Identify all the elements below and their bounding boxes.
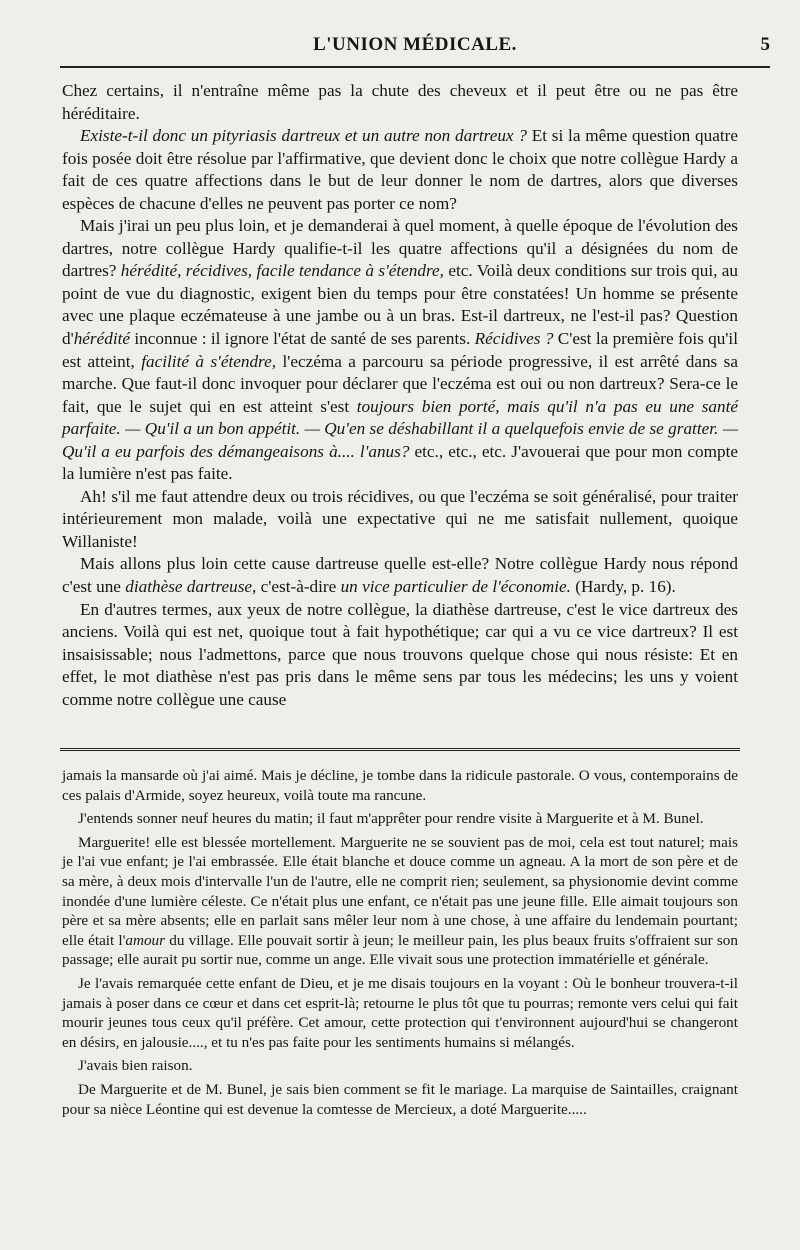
italic-phrase: un vice particulier de l'économie.: [340, 577, 571, 597]
italic-phrase: Récidives ?: [474, 329, 554, 349]
paragraph: J'avais bien raison.: [78, 1057, 193, 1075]
paragraph-text: inconnue : il ignore l'état de santé de ses parents.: [130, 329, 475, 349]
paragraph: De Marguerite et de M. Bunel, je sais bien comment se fit le mariage. La marquise de Saintailles, craignant pour sa nièce Léontine qui est devenue la comtesse de Mercieux, a doté Marguerite.....: [62, 1080, 738, 1118]
paragraph-text: du village. Elle pouvait sortir à jeun; le meilleur pain, les plus beaux fruits s'offraient sur son passage; elle aurait pu sortir nue, comme un ange. Elle vivait sous une protection immatérielle et générale.: [62, 931, 738, 969]
paragraph: En d'autres termes, aux yeux de notre collègue, la diathèse dartreuse, c'est le vice dartreux des anciens. Voilà qui est net, quoique tout à fait hypothétique; car qui a vu ce vice dartreux? Il est insaisissable; nous l'admettons, parce que nous trouvons quelque chose qui nous résiste: Et en effet, le mot diathèse n'est pas pris dans le même sens par tous les médecins; les uns y voient comme notre collègue une cause: [62, 599, 738, 709]
italic-phrase: facilité à s'étendre,: [141, 351, 277, 371]
paragraph-text: etc., etc., etc. J'avouerai que pour mon compte la lumière n'est pas faite.: [62, 441, 738, 484]
feuilleton-body: [62, 766, 738, 1123]
paragraph-text: l'eczéma a parcouru sa période progressive, il est arrêté dans sa marche. Que faut-il donc invoquer pour déclarer que l'eczéma est oui ou non dartreux? Sera-ce le fait, que le sujet qui en est atteint s'est: [62, 351, 738, 416]
paragraph-text: Mais allons plus loin cette cause dartreuse quelle est-elle? Notre collègue Hardy nous répond c'est une: [62, 554, 738, 597]
italic-phrase: hérédité: [73, 329, 131, 349]
paragraph: [62, 833, 738, 970]
paragraph-text: etc. Voilà deux conditions sur trois qui, au point de vue du diagnostic, exigent bien du temps pour être constatées! Un homme se présente avec une plaque eczémateuse à une jambe ou à un bras. Est-il dartreux, ne l'est-il pas? Question d': [62, 261, 738, 349]
paragraph: Je l'avais remarquée cette enfant de Dieu, et je me disais toujours en la voyant : Où le bonheur trouvera-t-il jamais à poser dans ce cœur et dans cet esprit-là; retourne le plus tôt que tu pourras; remonte vers celui qui fait mourir jeunes tous ceux qu'il préfère. Cet amour, cette protection qui t'environnent aujourd'hui se changeront en désirs, en jalousie...., et tu n'es pas faite pour les sentiments humains si mélangés.: [62, 974, 738, 1051]
paragraph: J'entends sonner neuf heures du matin; il faut m'apprêter pour rendre visite à Marguerite et à M. Bunel.: [78, 810, 704, 828]
italic-phrase: diathèse dartreuse,: [125, 577, 257, 597]
paragraph: Chez certains, il n'entraîne même pas la chute des cheveux et il peut être ou ne pas être héréditaire.: [62, 81, 738, 123]
paragraph: [62, 553, 738, 598]
paragraph: Ah! s'il me faut attendre deux ou trois récidives, ou que l'eczéma se soit généralisé, pour traiter intérieurement mon malade, voilà une expectative qui ne me satisfait nullement, quoique Willaniste!: [62, 486, 738, 551]
page-number: 5: [760, 34, 770, 55]
running-head: [60, 32, 770, 62]
running-title: L'UNION MÉDICALE.: [313, 34, 517, 55]
article-body: [62, 80, 738, 711]
paragraph-text: Mais j'irai un peu plus loin, et je demanderai à quel moment, à quelle époque de l'évolution des dartres, notre collègue Hardy qualifie-t-il les quatre affections qu'il a désignées du nom de dartres?: [62, 216, 738, 281]
paragraph-text: c'est-à-dire: [256, 577, 341, 597]
paragraph: jamais la mansarde où j'ai aimé. Mais je décline, je tombe dans la ridicule pastorale. O vous, contemporains de ces palais d'Armide, soyez heureux, voilà toute ma rancune.: [62, 767, 738, 804]
paragraph-text: Et si la même question quatre fois posée doit être résolue par l'affirmative, que devient donc le choix que notre collègue Hardy a fait de ces quatre affections dans le but de leur donner le nom de dartres, alors que diverses espèces de chacune d'elles ne peuvent pas porter ce nom?: [62, 126, 739, 213]
paragraph-text: Marguerite! elle est blessée mortellement. Marguerite ne se souvient pas de moi, cela est tout naturel; mais je l'ai vue enfant; je l'ai embrassée. Elle était blanche et douce comme un agneau. A la mort de son père et de sa mère, à deux mois d'intervalle l'un de l'autre, elle ne comprit rien; seulement, sa physionomie devint comme inondée d'une lumière céleste. Ce n'était plus une enfant, ce n'était pas une jeune fille. Elle aimait toujours son père et sa mère absents; elle en parlait sans mêler leur nom à une chose, à une affaire du lendemain pourtant; elle était l': [62, 833, 738, 949]
italic-phrase: toujours bien porté, mais qu'il n'a pas eu une santé parfaite. — Qu'il a un bon appétit. — Qu'en se déshabillant il a quelquefois envie de se gratter. — Qu'il a eu parfois des démangeaisons à.... l'anus?: [62, 396, 738, 461]
paragraph: [62, 125, 738, 215]
italic-phrase: amour: [125, 931, 166, 949]
italic-phrase: hérédité, récidives, facile tendance à s'étendre,: [120, 261, 444, 281]
feuilleton-divider: [60, 748, 740, 751]
paragraph-text: C'est la première fois qu'il est atteint,: [62, 329, 738, 371]
paragraph-text: (Hardy, p. 16).: [570, 577, 676, 597]
header-rule: [60, 66, 770, 68]
italic-question: Existe-t-il donc un pityriasis dartreux et un autre non dartreux ?: [80, 126, 527, 146]
paragraph: [62, 215, 738, 486]
